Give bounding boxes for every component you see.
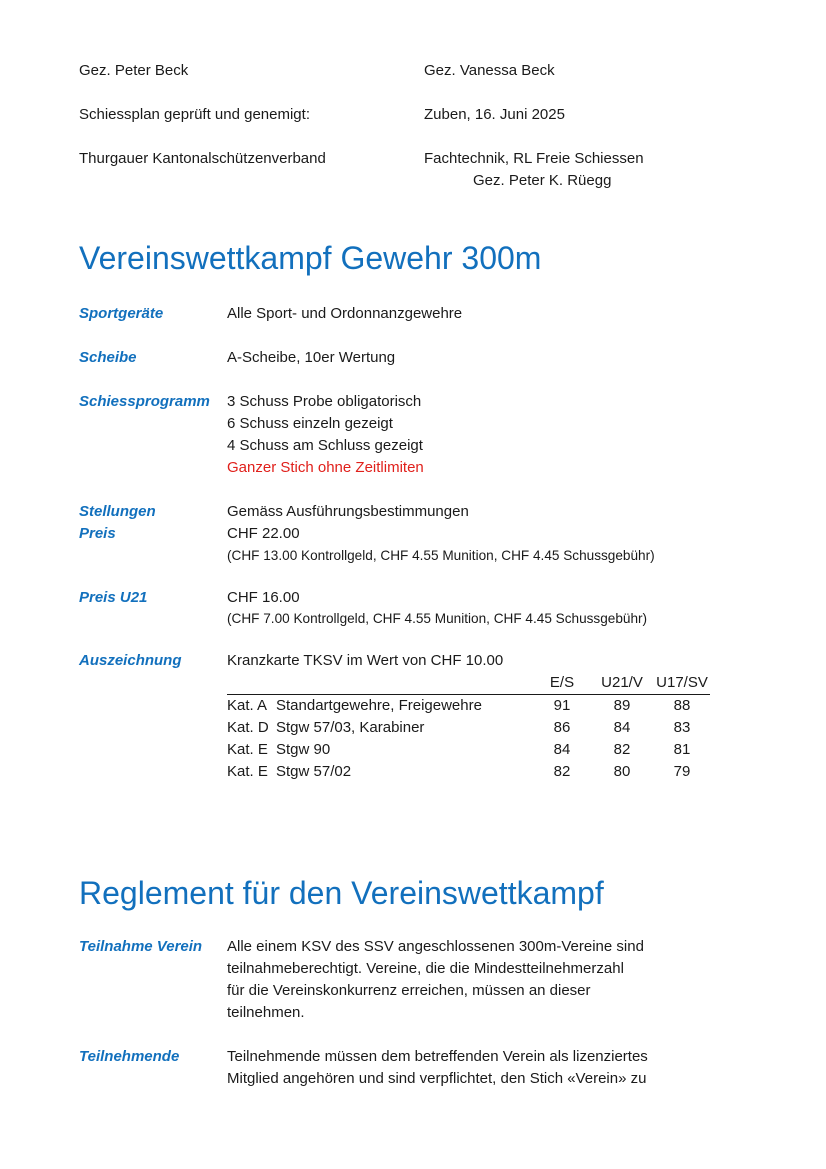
paragraph-line: Mitglied angehören und sind verpflichtet, den Stich «Verein» zu: [227, 1070, 647, 1087]
label-stellungen: Stellungen: [79, 503, 156, 520]
preis-u21-detail: (CHF 7.00 Kontrollgeld, CHF 4.55 Munition, CHF 4.45 Schussgebühr): [227, 611, 648, 626]
cell-description: Stgw 57/03, Karabiner: [276, 719, 425, 736]
column-header: E/S: [549, 674, 575, 691]
cell-category: Kat. D: [227, 719, 269, 736]
table-row: [227, 717, 710, 739]
place-date: Zuben, 16. Juni 2025: [424, 106, 565, 123]
cell-u21: 82: [613, 741, 631, 758]
label-auszeichnung: Auszeichnung: [79, 652, 182, 669]
value-sportgeraete: Alle Sport- und Ordonnanzgewehre: [227, 305, 463, 322]
cell-es: 86: [553, 719, 571, 736]
label-preis-u21: Preis U21: [79, 589, 148, 606]
signature-right: Gez. Vanessa Beck: [424, 62, 555, 79]
cell-description: Stgw 90: [276, 741, 331, 758]
program-line: 4 Schuss am Schluss gezeigt: [227, 437, 423, 454]
value-preis: CHF 22.00: [227, 525, 300, 542]
label-teilnehmende: Teilnehmende: [79, 1048, 180, 1065]
value-preis-u21: CHF 16.00: [227, 589, 300, 606]
label-preis: Preis: [79, 525, 116, 542]
cell-es: 82: [553, 763, 571, 780]
cell-es: 84: [553, 741, 571, 758]
cell-description: Stgw 57/02: [276, 763, 352, 780]
paragraph-line: teilnahmeberechtigt. Vereine, die die Mindestteilnehmerzahl: [227, 960, 624, 977]
program-note: Ganzer Stich ohne Zeitlimiten: [227, 459, 424, 476]
organization-name: Thurgauer Kantonalschützenverband: [79, 150, 326, 167]
cell-u17: 88: [673, 697, 691, 714]
paragraph-line: für die Vereinskonkurrenz erreichen, müssen an dieser: [227, 982, 591, 999]
section-title-vereinswettkampf: Vereinswettkampf Gewehr 300m: [79, 240, 542, 276]
score-table: [227, 672, 710, 783]
table-row: [227, 739, 710, 761]
cell-category: Kat. A: [227, 697, 268, 714]
paragraph-line: teilnehmen.: [227, 1004, 305, 1021]
column-header: U21/V: [601, 674, 643, 691]
cell-description: Standartgewehre, Freigewehre: [276, 697, 482, 714]
label-teilnahme-verein: Teilnahme Verein: [79, 938, 203, 955]
cell-u17: 83: [673, 719, 691, 736]
preis-detail: (CHF 13.00 Kontrollgeld, CHF 4.55 Munition, CHF 4.45 Schussgebühr): [227, 548, 655, 563]
value-scheibe: A-Scheibe, 10er Wertung: [227, 349, 396, 366]
paragraph-line: Alle einem KSV des SSV angeschlossenen 300m-Vereine sind: [227, 938, 644, 955]
label-schiessprogramm: Schiessprogramm: [79, 393, 210, 410]
approval-text: Schiessplan geprüft und genemigt:: [79, 106, 310, 123]
cell-u21: 89: [613, 697, 631, 714]
cell-category: Kat. E: [227, 763, 268, 780]
table-row: [227, 695, 710, 717]
label-scheibe: Scheibe: [79, 349, 137, 366]
cell-u17: 81: [673, 741, 691, 758]
section-title-reglement: Reglement für den Vereinswettkampf: [79, 875, 604, 911]
program-line: 3 Schuss Probe obligatorisch: [227, 393, 422, 410]
label-sportgeraete: Sportgeräte: [79, 305, 164, 322]
cell-category: Kat. E: [227, 741, 268, 758]
table-row: [227, 761, 710, 783]
cell-es: 91: [553, 697, 571, 714]
signature-department: Gez. Peter K. Rüegg: [473, 172, 612, 189]
signature-left: Gez. Peter Beck: [79, 62, 189, 79]
cell-u21: 84: [613, 719, 631, 736]
cell-u17: 79: [673, 763, 691, 780]
cell-u21: 80: [613, 763, 631, 780]
paragraph-line: Teilnehmende müssen dem betreffenden Verein als lizenziertes: [227, 1048, 648, 1065]
program-line: 6 Schuss einzeln gezeigt: [227, 415, 393, 432]
value-auszeichnung: Kranzkarte TKSV im Wert von CHF 10.00: [227, 652, 504, 669]
table-header: [227, 672, 710, 695]
value-stellungen: Gemäss Ausführungsbestimmungen: [227, 503, 469, 520]
department-name: Fachtechnik, RL Freie Schiessen: [424, 150, 644, 167]
column-header: U17/SV: [656, 674, 708, 691]
